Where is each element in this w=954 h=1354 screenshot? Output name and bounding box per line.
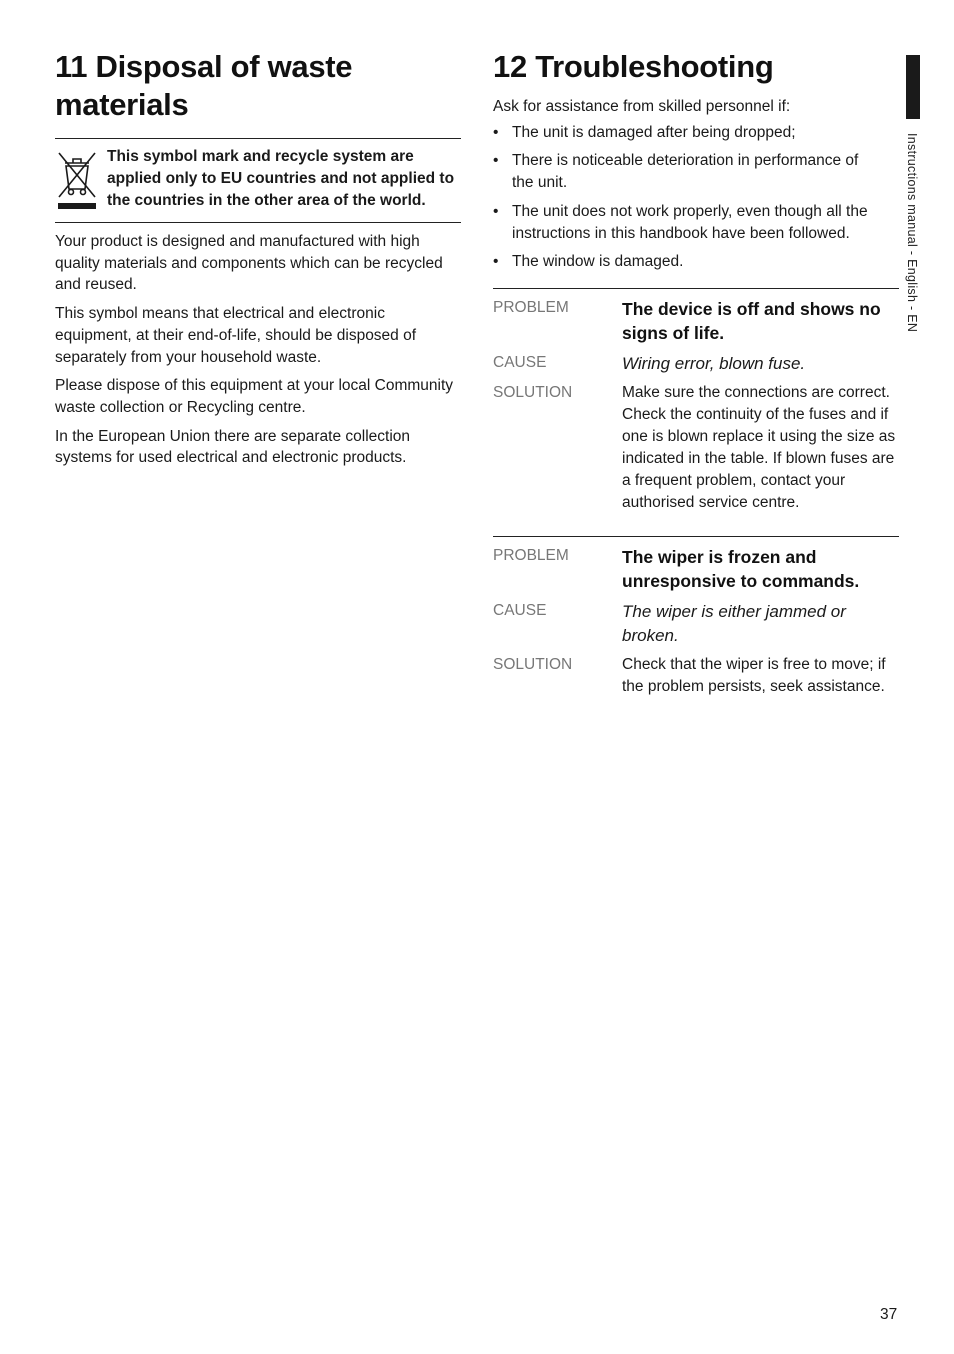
solution-text: Check that the wiper is free to move; if the problem persists, seek assistance. [622,655,886,695]
disposal-paragraph-3: Please dispose of this equipment at your local Community waste collection or Recycling centre. [55,377,454,416]
solution-label: SOLUTION [493,383,573,401]
crossed-out-bin-icon [55,147,99,213]
list-item: • The unit is damaged after being dropped; [493,123,796,141]
assistance-list [493,122,899,273]
cause-text: The wiper is either jammed or broken. [622,601,846,645]
disposal-paragraph-4: In the European Union there are separate collection systems for used electrical and electronic products. [55,427,411,467]
troubleshooting-intro: Ask for assistance from skilled personnel if: [493,98,791,115]
cause-label: CAUSE [493,353,547,371]
problem-label: PROBLEM [493,298,569,316]
problem-entry-2 [493,536,899,720]
side-tab-label: Instructions manual - English - EN [905,133,919,333]
troubleshooting-title: 12 Troubleshooting [493,49,774,84]
page-number: 37 [880,1306,898,1323]
problem-text: The wiper is frozen and unresponsive to commands. [622,546,860,592]
problem-text: The device is off and shows no signs of life. [622,298,881,344]
disposal-paragraph-1: Your product is designed and manufactured with high quality materials and components which can be recycled and reused. [55,233,443,294]
disposal-paragraph-2: This symbol means that electrical and electronic equipment, at their end-of-life, should be disposed of separately from your household waste. [55,305,417,366]
disposal-section [55,48,461,469]
solution-text: Make sure the connections are correct. Check the continuity of the fuses and if one is blown replace it using the size as indicated in the table. If blown fuses are a frequent problem, contact your authorised service centre. [622,383,896,511]
troubleshooting-section [493,48,899,720]
solution-label: SOLUTION [493,655,573,673]
problem-entry-1 [493,288,899,536]
side-tab-bar [906,55,920,119]
cause-text: Wiring error, blown fuse. [622,353,806,373]
list-item: • The window is damaged. [493,253,684,271]
weee-notice [55,138,461,223]
cause-label: CAUSE [493,601,547,619]
weee-notice-text: This symbol mark and recycle system are applied only to EU countries and not applied to the countries in the other area of the world. [107,148,455,209]
list-item: • The unit does not work properly, even though all the instructions in this handbook have been followed. [493,202,868,242]
disposal-title: 11 Disposal of waste materials [55,49,353,122]
list-item: • There is noticeable deterioration in performance of the unit. [493,152,859,192]
problem-label: PROBLEM [493,546,569,564]
